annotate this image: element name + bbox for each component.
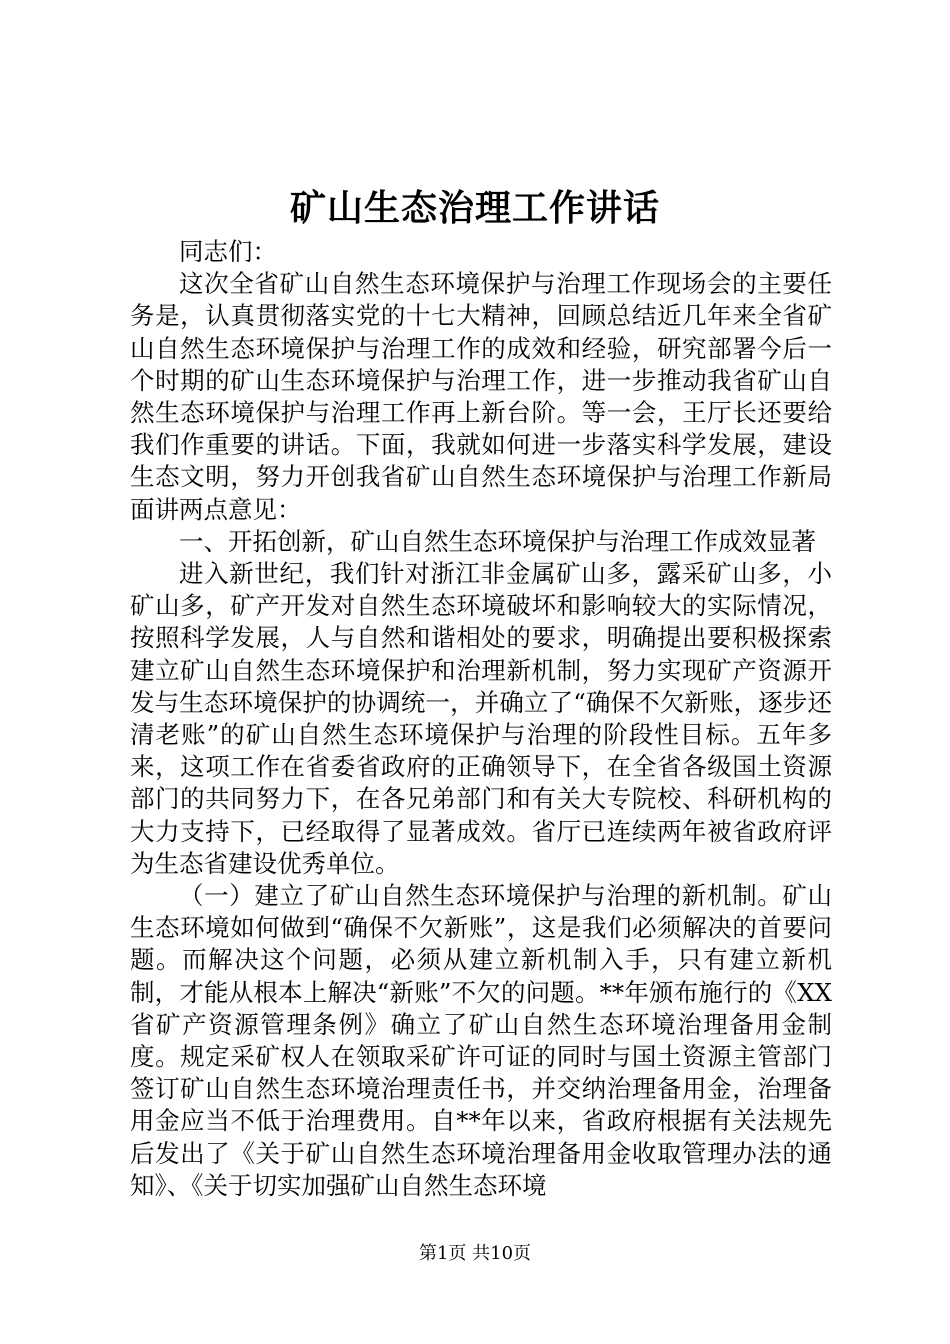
document-body (130, 236, 832, 1202)
section-heading: 一、开拓创新，矿山自然生态环境保护与治理工作成效显著 (179, 526, 816, 556)
body-paragraph: 进入新世纪，我们针对浙江非金属矿山多，露采矿山多，小矿山多，矿产开发对自然生态环境破坏和影响较大的实际情况，按照科学发展，人与自然和谐相处的要求，明确提出要积极探索建立矿山自然生态环境保护和治理新机制，努力实现矿产资源开发与生态环境保护的协调统一，并确立了“确保不欠新账，逐步还清老账”的矿山自然生态环境保护与治理的阶段性目标。五年多来，这项工作在省委省政府的正确领导下，在全省各级国土资源部门的共同努力下，在各兄弟部门和有关大专院校、科研机构的大力支持下，已经取得了显著成效。省厅已连续两年被省政府评为生态省建设优秀单位。 (130, 559, 832, 878)
body-paragraph: （一）建立了矿山自然生态环境保护与治理的新机制。矿山生态环境如何做到“确保不欠新账”，这是我们必须解决的首要问题。而解决这个问题，必须从建立新机制入手，只有建立新机制，才能从根本上解决“新账”不欠的问题。**年颁布施行的《XX省矿产资源管理条例》确立了矿山自然生态环境治理备用金制度。规定采矿权人在领取采矿许可证的同时与国土资源主管部门签订矿山自然生态环境治理责任书，并交纳治理备用金，治理备用金应当不低于治理费用。自**年以来，省政府根据有关法规先后发出了《关于矿山自然生态环境治理备用金收取管理办法的通知》、《关于切实加强矿山自然生态环境 (130, 881, 832, 1200)
document-title: 矿山生态治理工作讲话 (289, 187, 660, 229)
body-paragraph: 这次全省矿山自然生态环境保护与治理工作现场会的主要任务是，认真贯彻落实党的十七大精神，回顾总结近几年来全省矿山自然生态环境保护与治理工作的成效和经验，研究部署今后一个时期的矿山生态环境保护与治理工作，进一步推动我省矿山自然生态环境保护与治理工作再上新台阶。等一会，王厅长还要给我们作重要的讲话。下面，我就如何进一步落实科学发展，建设生态文明，努力开创我省矿山自然生态环境保护与治理工作新局面讲两点意见： (130, 269, 832, 524)
greeting-paragraph: 同志们： (179, 237, 277, 266)
page-number-footer: 第1页 共10页 (418, 1243, 532, 1264)
